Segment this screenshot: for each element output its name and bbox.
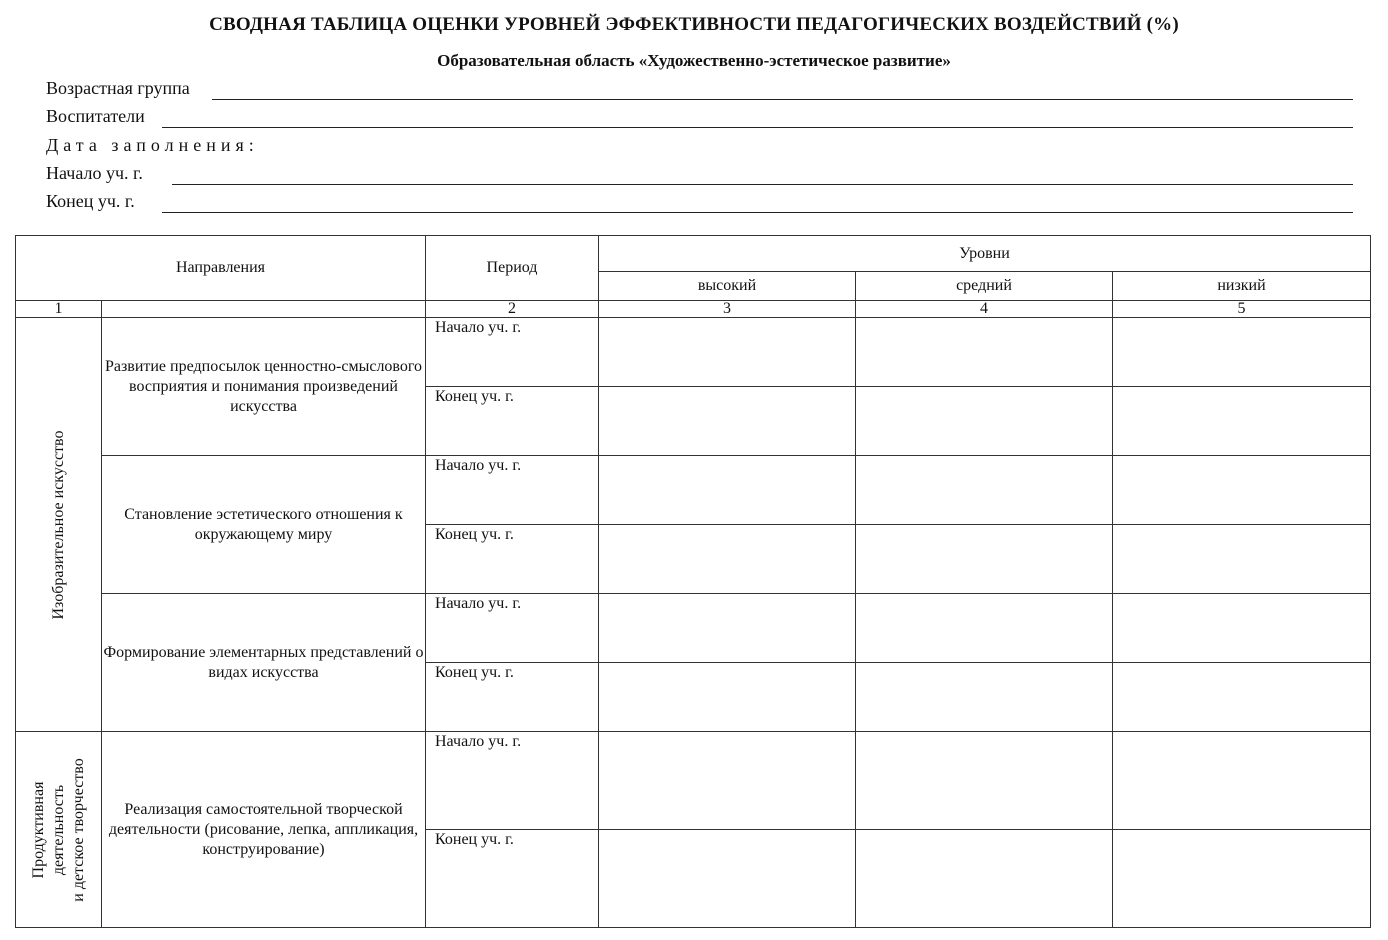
value-cell[interactable] — [599, 387, 856, 456]
period-end-cell: Конец уч. г. — [426, 663, 599, 732]
period-start-cell: Начало уч. г. — [426, 456, 599, 525]
direction-cell: Реализация самостоятельной творческой деятельности (рисование, лепка, аппликация, конструирование) — [102, 732, 426, 928]
page-title: СВОДНАЯ ТАБЛИЦА ОЦЕНКИ УРОВНЕЙ ЭФФЕКТИВНОСТИ ПЕДАГОГИЧЕСКИХ ВОЗДЕЙСТВИЙ (%) — [209, 14, 1179, 35]
value-cell[interactable] — [856, 830, 1113, 928]
fill-date-label: Дата заполнения: — [46, 135, 259, 155]
value-cell[interactable] — [1113, 594, 1371, 663]
value-cell[interactable] — [599, 663, 856, 732]
value-cell[interactable] — [1113, 387, 1371, 456]
column-number: 1 — [16, 301, 102, 318]
group-label-line: Продуктивная — [29, 781, 47, 878]
end-year-label: Конец уч. г. — [46, 191, 135, 211]
level-low-header: низкий — [1113, 272, 1371, 301]
value-cell[interactable] — [599, 732, 856, 830]
period-end-cell: Конец уч. г. — [426, 830, 599, 928]
period-end-cell: Конец уч. г. — [426, 525, 599, 594]
group-label-line: и детское творчество — [69, 757, 87, 902]
levels-header: Уровни — [599, 236, 1371, 272]
page-subtitle: Образовательная область «Художественно-эстетическое развитие» — [437, 51, 951, 70]
group-label: Изобразительное искусство — [49, 430, 67, 619]
value-cell[interactable] — [856, 456, 1113, 525]
group-label — [29, 758, 89, 901]
period-end-cell: Конец уч. г. — [426, 387, 599, 456]
value-cell[interactable] — [1113, 318, 1371, 387]
age-group-field[interactable] — [212, 99, 1353, 100]
value-cell[interactable] — [856, 594, 1113, 663]
direction-cell: Формирование элементарных представлений о видах искусства — [102, 594, 426, 732]
value-cell[interactable] — [1113, 830, 1371, 928]
column-number-empty — [102, 301, 426, 318]
value-cell[interactable] — [856, 525, 1113, 594]
end-year-field[interactable] — [162, 212, 1353, 213]
group-productive-activity — [16, 732, 102, 928]
column-number: 2 — [426, 301, 599, 318]
summary-table — [15, 235, 1371, 928]
start-year-field[interactable] — [172, 184, 1353, 185]
value-cell[interactable] — [599, 830, 856, 928]
teachers-label: Воспитатели — [46, 106, 145, 126]
value-cell[interactable] — [599, 594, 856, 663]
period-header: Период — [426, 236, 599, 301]
column-number: 4 — [856, 301, 1113, 318]
level-high-header: высокий — [599, 272, 856, 301]
period-start-cell: Начало уч. г. — [426, 732, 599, 830]
period-start-cell: Начало уч. г. — [426, 318, 599, 387]
start-year-label: Начало уч. г. — [46, 163, 143, 183]
direction-cell: Развитие предпосылок ценностно-смыслового восприятия и понимания произведений искусства — [102, 318, 426, 456]
value-cell[interactable] — [599, 318, 856, 387]
value-cell[interactable] — [1113, 732, 1371, 830]
value-cell[interactable] — [856, 663, 1113, 732]
teachers-field[interactable] — [162, 127, 1353, 128]
value-cell[interactable] — [856, 732, 1113, 830]
column-number: 3 — [599, 301, 856, 318]
value-cell[interactable] — [1113, 456, 1371, 525]
directions-header: Направления — [16, 236, 426, 301]
group-label-line: деятельность — [49, 784, 67, 875]
value-cell[interactable] — [599, 525, 856, 594]
value-cell[interactable] — [856, 318, 1113, 387]
value-cell[interactable] — [856, 387, 1113, 456]
level-mid-header: средний — [856, 272, 1113, 301]
age-group-label: Возрастная группа — [46, 78, 190, 98]
group-fine-arts — [16, 318, 102, 732]
value-cell[interactable] — [1113, 663, 1371, 732]
value-cell[interactable] — [599, 456, 856, 525]
value-cell[interactable] — [1113, 525, 1371, 594]
column-number: 5 — [1113, 301, 1371, 318]
direction-cell: Становление эстетического отношения к окружающему миру — [102, 456, 426, 594]
period-start-cell: Начало уч. г. — [426, 594, 599, 663]
